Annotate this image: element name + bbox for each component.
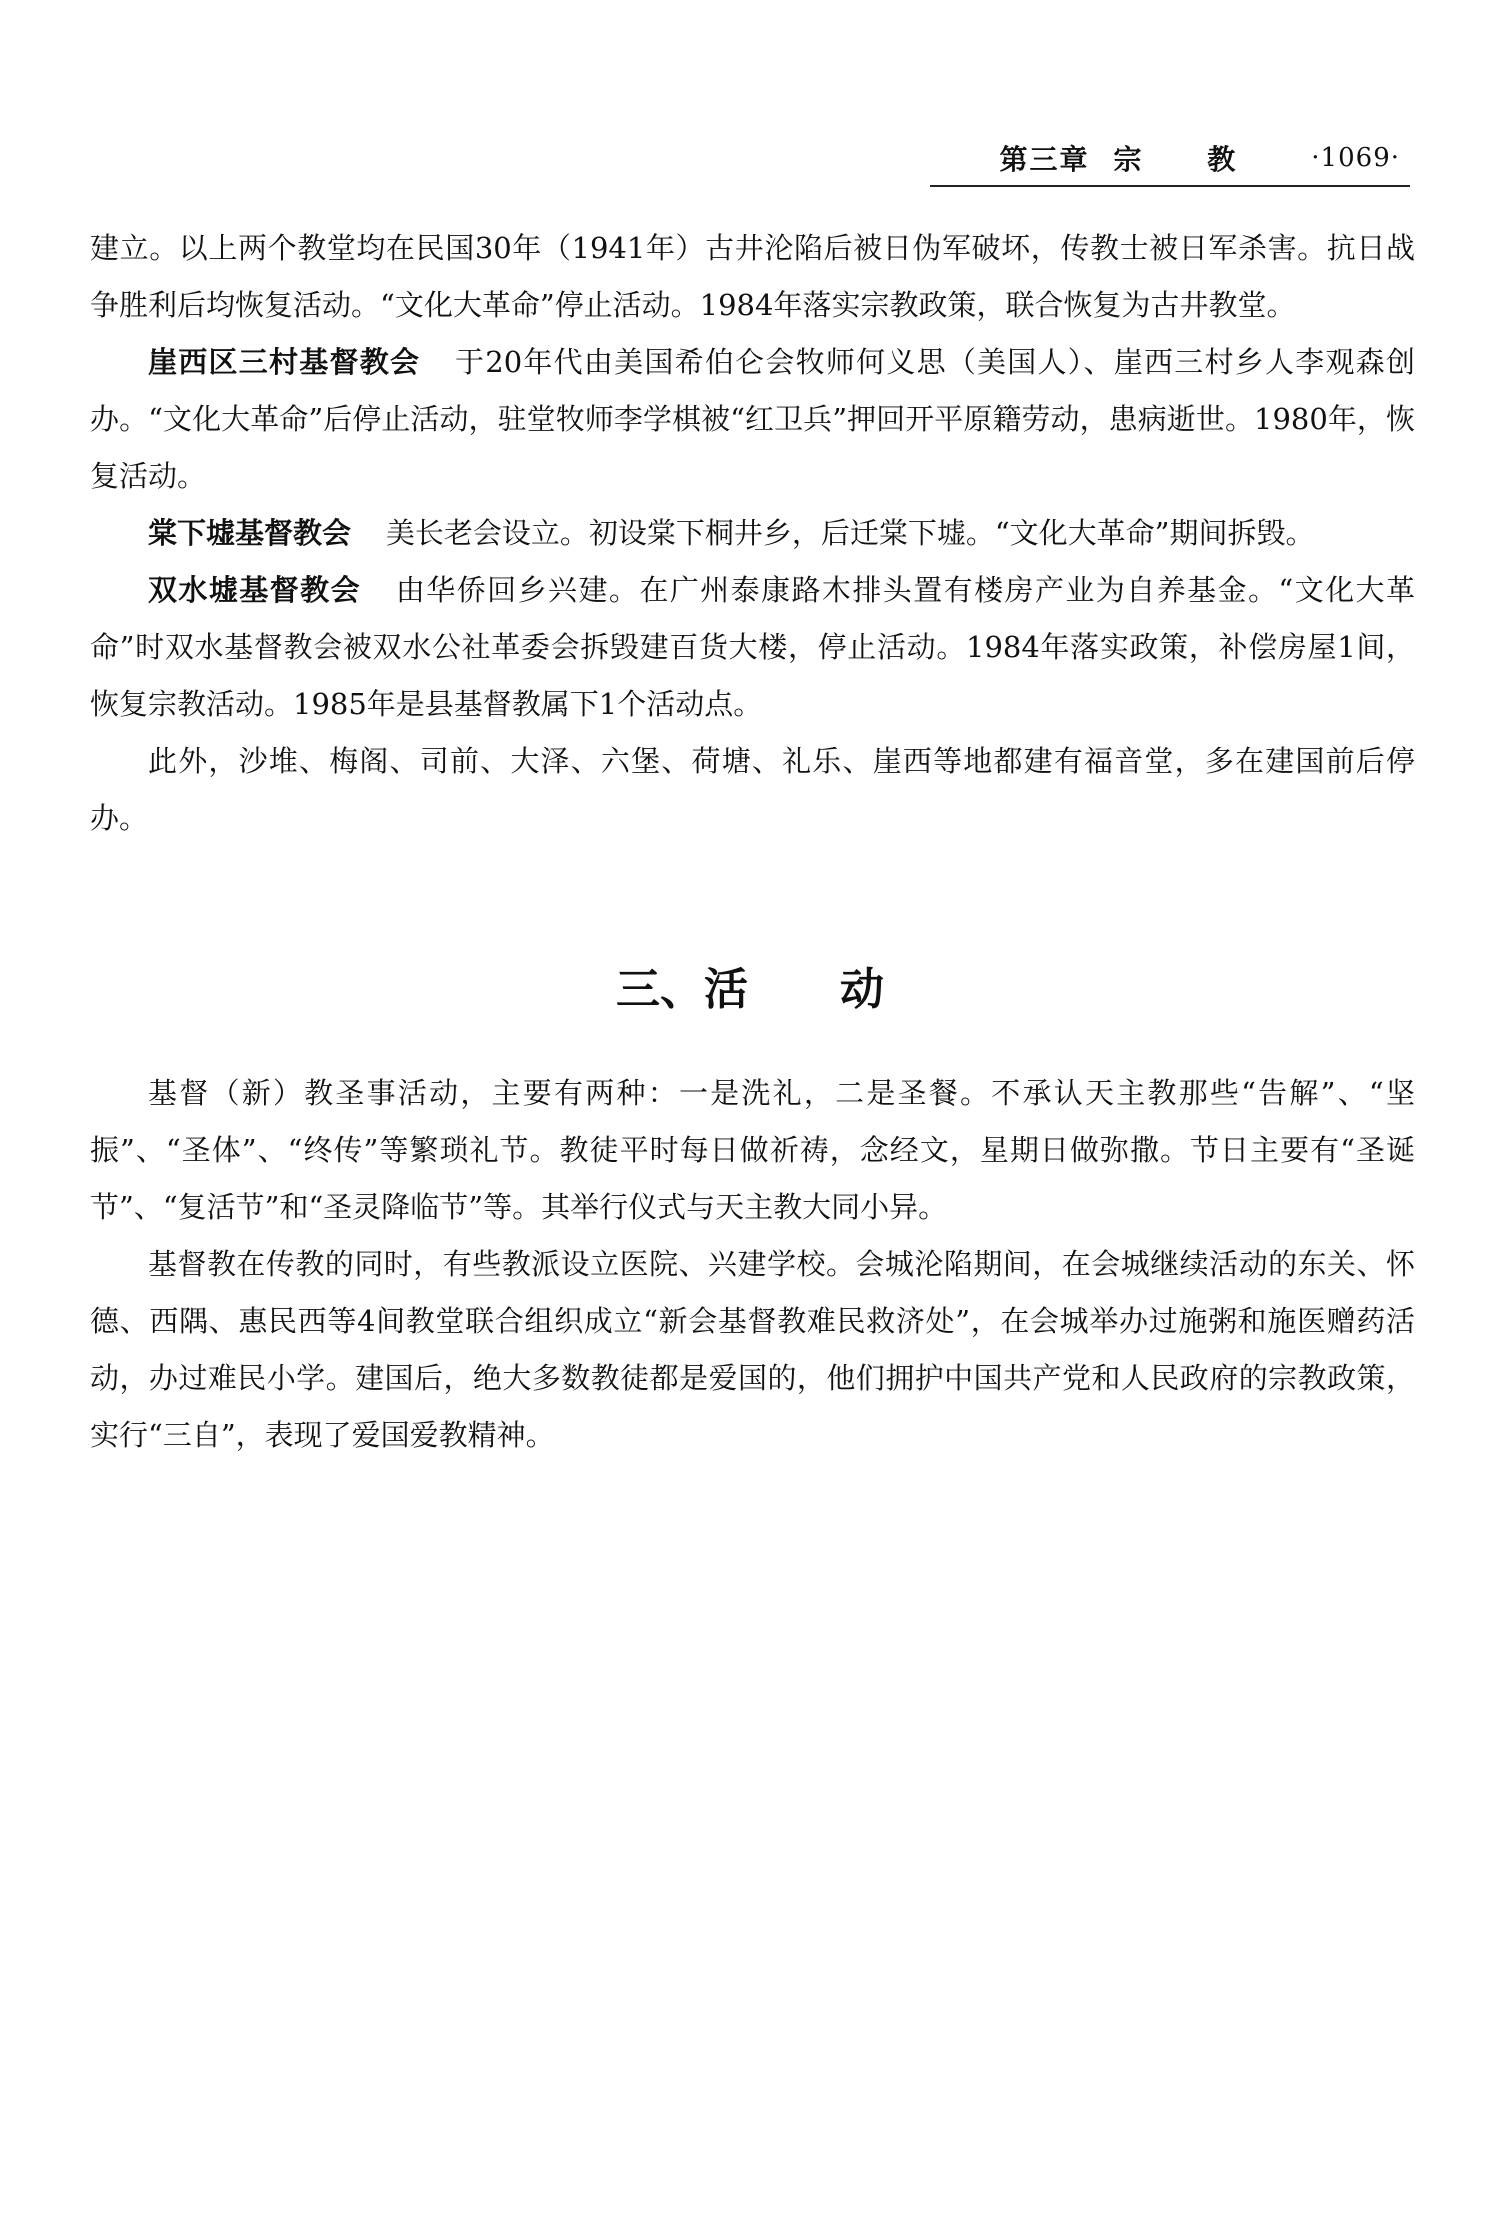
church-description: 美长老会设立。初设棠下桐井乡，后迁棠下墟。“文化大革命”期间拆毁。: [385, 516, 1315, 550]
chapter-label: 第三章: [999, 143, 1090, 176]
header-rule: [930, 185, 1410, 187]
closing-paragraph: 此外，沙堆、梅阁、司前、大泽、六堡、荷塘、礼乐、崖西等地都建有福音堂，多在建国前后停办。: [90, 744, 1415, 835]
activities-block: [90, 1065, 1415, 1464]
topic-label: 宗 教: [1113, 143, 1264, 176]
section-heading-part1: 三、活: [616, 964, 748, 1015]
church-name: 崖西区三村基督教会: [148, 345, 421, 379]
activity-paragraph: 基督（新）教圣事活动，主要有两种：一是洗礼，二是圣餐。不承认天主教那些“告解”、“坚振”、“圣体”、“终传”等繁琐礼节。教徒平时每日做祈祷，念经文，星期日做弥撒。节日主要有“圣诞节”、“复活节”和“圣灵降临节”等。其举行仪式与天主教大同小异。: [90, 1076, 1415, 1224]
church-entry: [90, 505, 1415, 562]
church-name: 双水墟基督教会: [148, 573, 362, 607]
activity-paragraph: 基督教在传教的同时，有些教派设立医院、兴建学校。会城沦陷期间，在会城继续活动的东关、怀德、西隅、惠民西等4间教堂联合组织成立“新会基督教难民救济处”，在会城举办过施粥和施医赠药活动，办过难民小学。建国后，绝大多数教徒都是爱国的，他们拥护中国共产党和人民政府的宗教政策，实行“三自”，表现了爱国爱教精神。: [90, 1247, 1415, 1452]
church-name: 棠下墟基督教会: [148, 516, 352, 550]
running-header: [1000, 138, 1400, 178]
church-description: 于20年代由美国希伯仑会牧师何义思（美国人）、崖西三村乡人李观森创办。“文化大革命”后停止活动，驻堂牧师李学棋被“红卫兵”押回开平原籍劳动，患病逝世。1980年，恢复活动。: [90, 345, 1415, 493]
church-entry: [90, 334, 1415, 505]
church-description: 由华侨回乡兴建。在广州泰康路木排头置有楼房产业为自养基金。“文化大革命”时双水基督教会被双水公社革委会拆毁建百货大楼，停止活动。1984年落实政策，补偿房屋1间，恢复宗教活动。1985年是县基督教属下1个活动点。: [90, 573, 1415, 721]
church-history-block: [90, 220, 1415, 847]
section-heading: [0, 955, 1500, 1025]
church-entry: [90, 562, 1415, 733]
page-number: ·1069·: [1311, 143, 1400, 173]
intro-paragraph: 建立。以上两个教堂均在民国30年（1941年）古井沦陷后被日伪军破坏，传教士被日军杀害。抗日战争胜利后均恢复活动。“文化大革命”停止活动。1984年落实宗教政策，联合恢复为古井教堂。: [90, 231, 1415, 322]
section-heading-part2: 动: [840, 964, 884, 1015]
